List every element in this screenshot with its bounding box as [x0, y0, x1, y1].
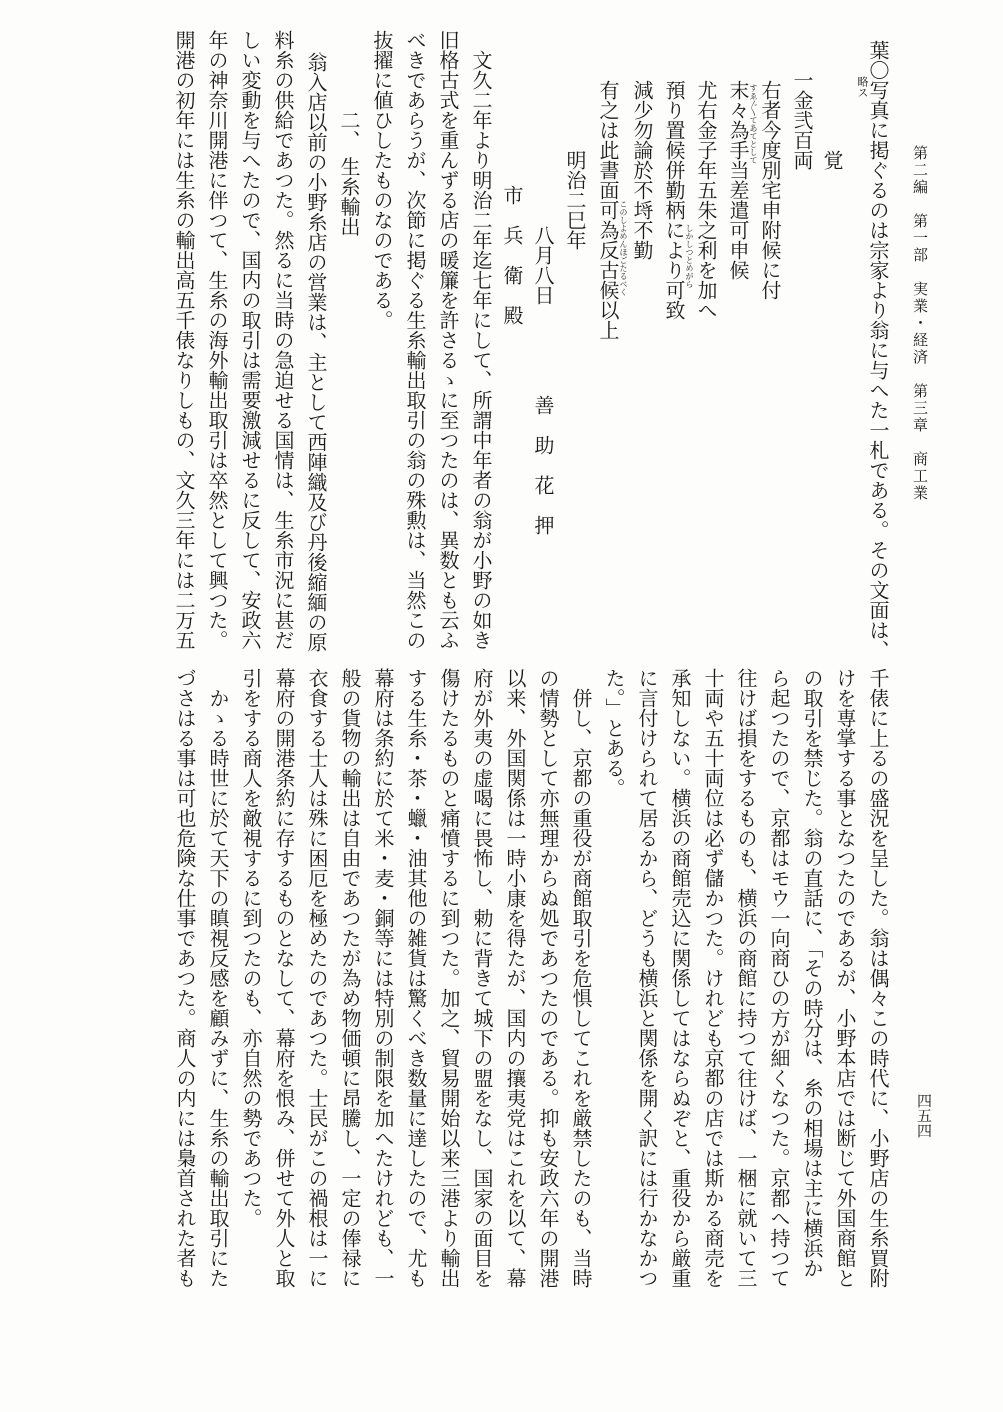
- lower-line: 十両や五十両位は必ず儲かつた。けれども京都の店では斯かる商売を: [701, 668, 725, 1288]
- intro-line: 葉〇写真に掲ぐるのは宗家より翁に与へた一札である。その文面は、: [866, 40, 890, 660]
- para-2-line: 翁入店以前の小野糸店の営業は、主として西陣織及び丹後縮緬の原: [304, 52, 328, 652]
- lower-line: の情勢として亦無理からぬ処であつたのである。抑も安政六年の開港: [536, 668, 560, 1288]
- para-2-line: 料糸の供給であつた。然るに当時の急迫せる国情は、生糸市況に甚だ: [271, 30, 295, 650]
- doc-line-4: 預り置候併勤柄により可致: [662, 80, 686, 320]
- addressee: 市 兵 衛 殿: [500, 185, 524, 325]
- para-2-line: 開港の初年には生糸の輸出高五千俵なりしもの、文久三年には二万五: [172, 30, 196, 650]
- lower-line: に言付けられて居るから、どうも横浜と関係を開く訳には行かなかつ: [635, 668, 659, 1288]
- doc-line-2-ruby: すゑ〴〵てあてとして: [749, 84, 758, 164]
- doc-line-4-ruby: しかしつとめがら: [685, 224, 694, 288]
- lower-line: 併し、京都の重役が商館取引を危惧してこれを厳禁したのも、当時: [569, 688, 593, 1288]
- doc-line-2: 末々為手当差遣可申候: [726, 80, 750, 280]
- lower-line: 府が外夷の虚喝に畏怖し、勅に背きて城下の盟をなし、国家の面目を: [470, 668, 494, 1288]
- doc-line-6-ruby: このしよめんほごたるべく: [619, 200, 628, 296]
- page-number: 四五四: [915, 1093, 933, 1138]
- para-1-line: 抜擢に値ひしたものなのである。: [370, 30, 394, 330]
- para-1-line: 旧格古式を重んずる店の暖簾を許さるゝに至つたのは、異数とも云ふ: [436, 30, 460, 650]
- intro-note: 略ス: [856, 76, 869, 98]
- doc-line-5: 減少勿論於不埓不勤: [630, 80, 654, 260]
- para-1-line: 文久二年より明治二年迄七年にして、所謂中年者の翁が小野の如き: [469, 50, 493, 650]
- doc-line-6: 有之は此書面可為反古候以上: [596, 80, 620, 340]
- lower-line: づさはる事は可也危険な仕事であつた。商人の内には梟首された者も: [173, 668, 197, 1288]
- doc-line-3: 尤右金子年五朱之利を加へ: [694, 80, 718, 320]
- lower-line: 幕府は条約に於て米・麦・銅等には特別の制限を加へたけれども、一: [371, 668, 395, 1288]
- doc-line-1: 右者今度別宅申附候に付: [758, 80, 782, 300]
- lower-line: 衣食する士人は殊に困厄を極めたのであつた。士民がこの禍根は一に: [305, 668, 329, 1288]
- para-1-line: べきであらうが、次節に掲ぐる生糸輸出取引の翁の殊勲は、当然この: [403, 30, 427, 650]
- para-2-line: 年の神奈川開港に伴つて、生糸の海外輸出取引は卒然として興つた。: [205, 30, 229, 650]
- lower-line: する生糸・茶・蠟・油其他の雑貨は驚くべき数量に達したので、尤も: [404, 668, 428, 1288]
- running-header: 第二編 第一部 実業・経済 第三章 商工業: [911, 145, 929, 502]
- lower-line: 以来、外国関係は一時小康を得たが、国内の攘夷党はこれを以て、幕: [503, 668, 527, 1288]
- lower-line: 引をする商人を敵視するに到つたのも、亦自然の勢であつた。: [239, 668, 263, 1228]
- lower-line: 承知しない。横浜の商館売込に関係してはならぬぞと、重役から厳重: [668, 668, 692, 1288]
- lower-line: 般の貨物の輸出は自由であつたが為め物価頓に昂騰し、一定の俸禄に: [338, 668, 362, 1288]
- lower-line: ら起つたので、京都はモウ一向商ひの方が細くなつた。京都へ持つて: [767, 668, 791, 1288]
- lower-line: けを専掌する事となつたのであるが、小野本店では断じて外国商館と: [833, 668, 857, 1288]
- para-2-line: しい変動を与へたので、国内の取引は需要激減せるに反して、安政六: [238, 30, 262, 650]
- date-day: 八月八日: [531, 225, 555, 305]
- date-line: 明治二巳年: [563, 150, 587, 250]
- lower-line: 幕府の開港条約に存するものとなして、幕府を恨み、併せて外人と取: [272, 668, 296, 1288]
- lower-line: 傷けたるものと痛憤するに到つた。加之、貿易開始以来三港より輸出: [437, 668, 461, 1288]
- lower-line: 千俵に上るの盛況を呈した。翁は偶々この時代に、小野店の生糸買附: [866, 668, 890, 1288]
- signer: 善 助 花 押: [531, 395, 555, 535]
- lower-line: た。」とある。: [602, 668, 626, 798]
- oboe-heading: 覚: [820, 150, 844, 170]
- lower-line: かゝる時世に於て天下の瞋視反感を顧みずに、生糸の輸出取引にた: [206, 688, 230, 1288]
- amount-line: 一金弐百両: [790, 70, 814, 170]
- section-title: 二、 生糸輸出: [337, 110, 361, 237]
- lower-line: 往けば損をするものも、横浜の商館に持つて往けば、一梱に就いて三: [734, 668, 758, 1288]
- lower-line: の取引を禁じた。翁の直話に、「その時分は、糸の相場は主に横浜か: [800, 668, 824, 1278]
